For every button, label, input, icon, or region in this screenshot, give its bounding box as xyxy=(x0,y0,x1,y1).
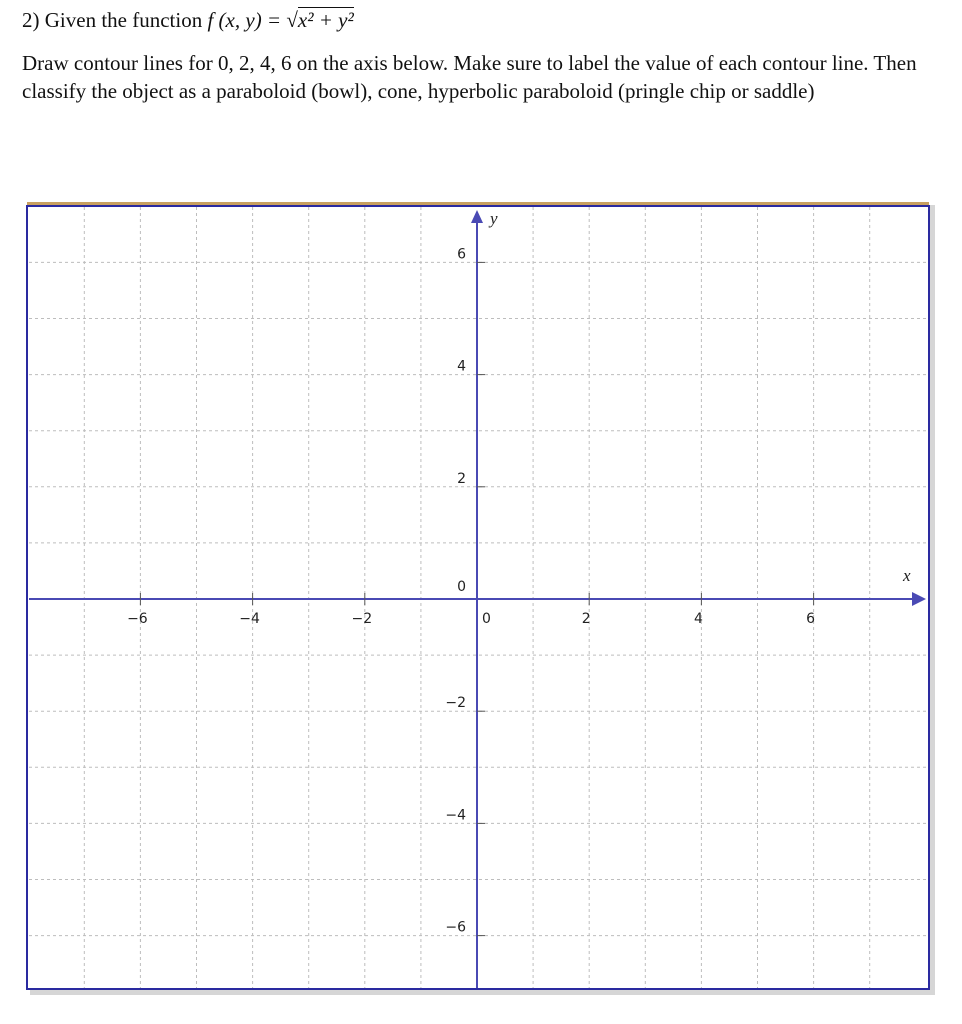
y-tick-label: −2 xyxy=(445,695,466,712)
y-tick-label: −4 xyxy=(445,807,466,824)
question-number: 2) xyxy=(22,8,40,32)
x-tick-label: −4 xyxy=(239,611,260,627)
x-tick-label: −6 xyxy=(127,611,148,627)
x-tick-label: 0 xyxy=(482,611,491,627)
x-tick-label: 2 xyxy=(581,611,591,627)
y-tick-label: −6 xyxy=(445,919,466,936)
y-tick-label: 2 xyxy=(457,470,466,487)
sqrt-sign: √ xyxy=(286,8,298,32)
x-axis-label: x xyxy=(903,566,911,585)
function-radicand: x² + y² xyxy=(297,8,354,32)
y-tick-label: 4 xyxy=(457,358,466,375)
x-tick-label: 4 xyxy=(693,611,703,627)
question-intro: Given the function xyxy=(44,8,203,32)
x-tick-label: −2 xyxy=(351,611,373,627)
function-lhs: f (x, y) = xyxy=(207,8,282,32)
x-tick-label: 6 xyxy=(806,611,816,627)
y-axis-label: y xyxy=(490,209,498,228)
y-tick-label: 0 xyxy=(457,579,466,595)
y-tick-label: 6 xyxy=(457,246,466,263)
question-instructions: Draw contour lines for 0, 2, 4, 6 on the axis below. Make sure to label the value of each contour line. Then classify the object as a paraboloid (bowl), cone, hyperbolic paraboloid (pringle chip or saddle) xyxy=(22,51,917,103)
